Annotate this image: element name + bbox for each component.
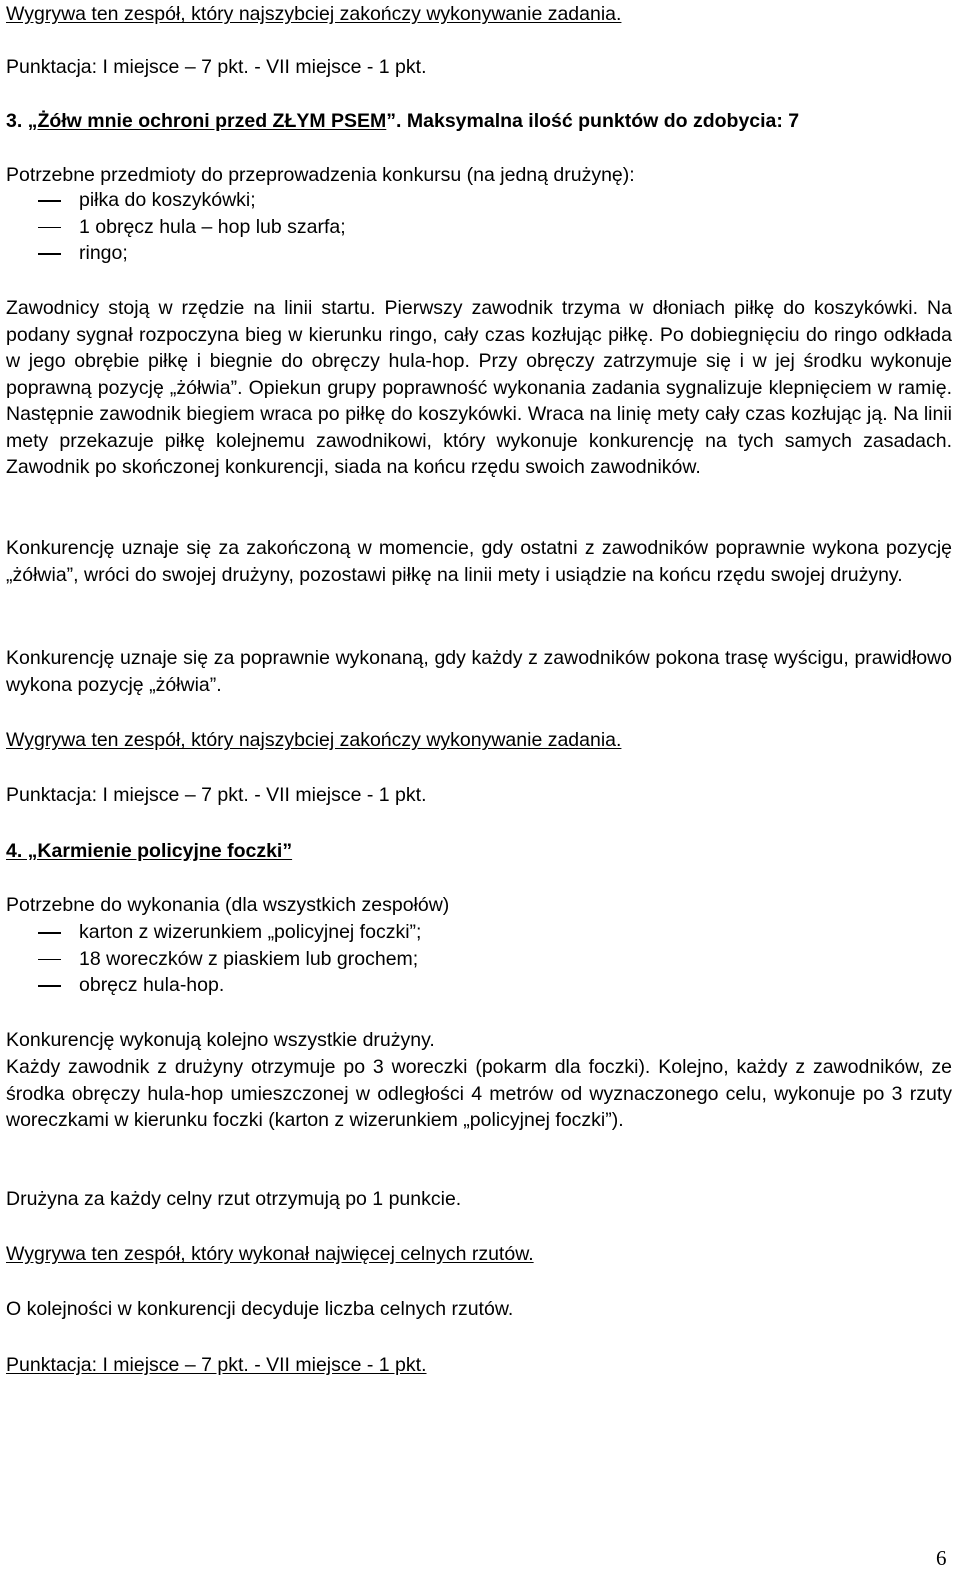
- section-4-heading: 4. „Karmienie policyjne foczki”: [6, 840, 293, 862]
- dash-bullet-icon: [38, 200, 61, 202]
- section-4-points-rule: Drużyna za każdy celny rzut otrzymują po 1 punkcie.: [6, 1188, 462, 1210]
- list-item: piłka do koszykówki;: [6, 187, 906, 214]
- dash-bullet-icon: [38, 959, 61, 961]
- section-4-item-list: [6, 919, 906, 999]
- dash-bullet-icon: [38, 227, 61, 229]
- section-3-description: Zawodnicy stoją w rzędzie na linii startu. Pierwszy zawodnik trzyma w dłoniach piłkę do koszykówki. Na podany sygnał rozpoczyna bieg w kierunku ringo, cały czas kozłując piłkę. Po dobiegnięciu do ringo odkłada w jego obrębie piłkę i biegnie do obręczy hula-hop. Przy obręczy zatrzymuje się i w jej środku wykonuje poprawną pozycję „żółwia”. Opiekun grupy poprawność wykonania zadania sygnalizuje klepnięciem w ramię. Następnie zawodnik biegiem wraca po piłkę do koszykówki. Wraca na linię mety cały czas kozłując ją. Na linii mety przekazuje piłkę kolejnemu zawodnikowi, który wykonuje konkurencję na tych samych zasadach. Zawodnik po skończonej konkurencji, siada na końcu rzędu swoich zawodników.: [6, 297, 952, 478]
- section-3-correctness-rule: Konkurencję uznaje się za poprawnie wykonaną, gdy każdy z zawodników pokona trasę wyścigu, prawidłowo wykona pozycję „żółwia”.: [6, 647, 952, 696]
- page-number: 6: [936, 1546, 947, 1570]
- prev-winner-line: Wygrywa ten zespół, który najszybciej zakończy wykonywanie zadania.: [6, 3, 622, 25]
- section-3-heading: 3. „Żółw mnie ochroni przed ZŁYM PSEM”. Maksymalna ilość punktów do zdobycia: 7: [6, 110, 800, 132]
- section-3-items-intro: Potrzebne przedmioty do przeprowadzenia konkursu (na jedną drużynę):: [6, 164, 635, 186]
- list-item: 1 obręcz hula – hop lub szarfa;: [6, 214, 906, 241]
- dash-bullet-icon: [38, 985, 61, 987]
- section-3-max-points: Maksymalna ilość punktów do zdobycia: 7: [406, 110, 800, 132]
- section-3-item-list: [6, 187, 906, 267]
- section-3-title: Żółw mnie ochroni przed ZŁYM PSEM: [37, 110, 387, 132]
- list-item: obręcz hula-hop.: [6, 972, 906, 999]
- dash-bullet-icon: [38, 253, 61, 255]
- section-4-description: Każdy zawodnik z drużyny otrzymuje po 3 woreczki (pokarm dla foczki). Kolejno, każdy z zawodników, ze środka obręczy hula-hop umieszczonej w odległości 4 metrów od wyznaczonego celu, wykonuje po 3 rzuty woreczkami w kierunku foczki (karton z wizerunkiem „policyjnej foczki”).: [6, 1056, 952, 1131]
- list-item: karton z wizerunkiem „policyjnej foczki”;: [6, 919, 906, 946]
- section-3-completion-rule: Konkurencję uznaje się za zakończoną w momencie, gdy ostatni z zawodników poprawnie wykona pozycję „żółwia”, wróci do swojej drużyny, pozostawi piłkę na linii mety i usiądzie na końcu rzędu swojej drużyny.: [6, 537, 952, 586]
- section-4-scoring-line: Punktacja: I miejsce – 7 pkt. - VII miejsce - 1 pkt.: [6, 1354, 427, 1376]
- section-4-tiebreak-rule: O kolejności w konkurencji decyduje liczba celnych rzutów.: [6, 1298, 514, 1320]
- section-3-winner-line: Wygrywa ten zespół, który najszybciej zakończy wykonywanie zadania.: [6, 729, 622, 751]
- section-3-scoring-line: Punktacja: I miejsce – 7 pkt. - VII miejsce - 1 pkt.: [6, 784, 427, 806]
- list-item: 18 woreczków z piaskiem lub grochem;: [6, 946, 906, 973]
- section-4-items-intro: Potrzebne do wykonania (dla wszystkich zespołów): [6, 894, 450, 916]
- dash-bullet-icon: [38, 932, 61, 934]
- list-item: ringo;: [6, 240, 906, 267]
- section-4-winner-line: Wygrywa ten zespół, który wykonał najwięcej celnych rzutów.: [6, 1243, 534, 1265]
- prev-scoring-line: Punktacja: I miejsce – 7 pkt. - VII miejsce - 1 pkt.: [6, 56, 427, 78]
- section-4-order-rule: Konkurencję wykonują kolejno wszystkie drużyny.: [6, 1029, 435, 1051]
